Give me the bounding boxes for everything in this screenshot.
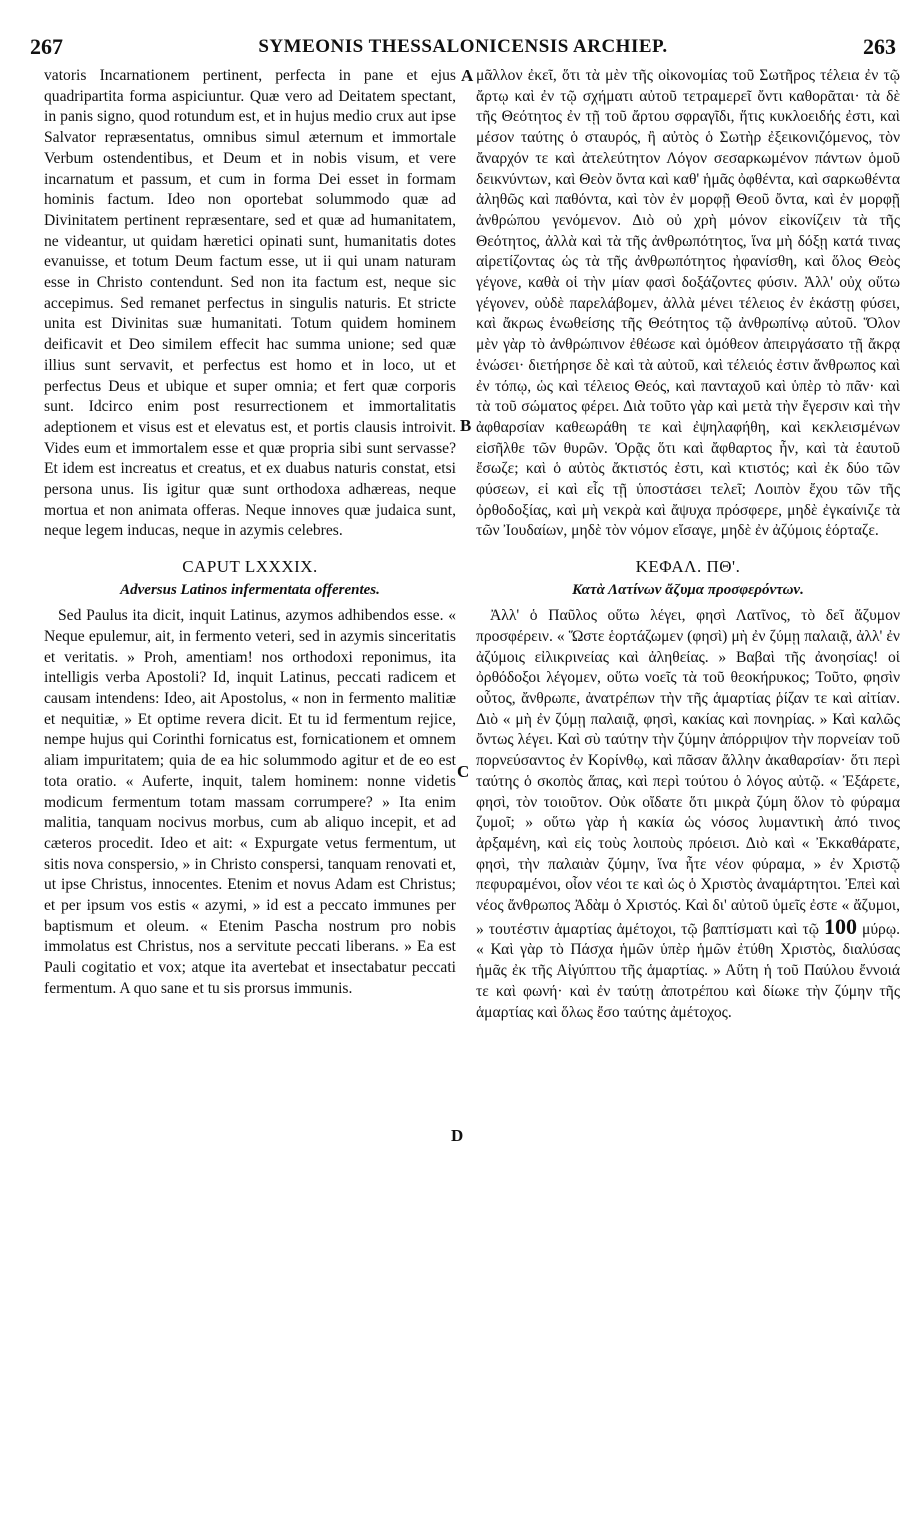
inline-page-number: 100 [823,913,857,939]
latin-column [44,66,456,1000]
margin-marker-c: C [457,762,470,781]
greek-paragraph-2 [476,606,900,1023]
page-number-right: 263 [863,34,896,59]
latin-paragraph-2: Sed Paulus ita dicit, inquit Latinus, azymos adhibendos esse. « Neque epulemur, ait, in fermento veteri, sed in azymis sinceritatis et veritatis. » Proh, amentiam! nos orthodoxi reponimus, ita intelligis verba Apostoli? Id, inquit Latinus, peccati radicem et causam intendens: Ideo, ait Apostolus, « non in fermento malitiæ et nequitiæ, » Et optime revera dicit. Et tu id fermentum rejice, nempe hujus qui Corinthi fornicatus est, fornicationem et omnem aliam impuritatem; quia de ea hic solummodo agitur et de eo est tota oratio. « Auferte, inquit, talem hominem: nonne videtis modicum fermentum totam massam corrumpere? » Ita enim malitia, tanquam nocivus morbus, cum ab aliquo incepit, et ad cæteros procedit. Ideo et ait: « Expurgate vetus fermentum, ut sitis nova conspersio, » in Christo conspersi, tanquam renovati et, ut ipse Christus, innocentes. Etenim et novus Adam est Christus; et per ipsum vos estis « azymi, » id est a peccato immunes per baptismum et oleum. « Etenim Pascha nostrum pro nobis immolatus est Christus, nos a servitute peccati liberans. » Ea est Pauli cogitatio et vox; atque ita avertebat et insectabatur peccati fermentum. A quo sane et tu sis prorsus immunis. [44,607,456,997]
margin-marker-d: D [451,1126,464,1145]
latin-chapter-subtitle: Adversus Latinos infermentata offerentes. [120,582,380,599]
greek-paragraph-2-part-a: Ἀλλ' ὁ Παῦλος οὕτω λέγει, φησὶ Λατῖνος, τὸ δεῖ ἄζυμον προσφέρειν. « Ὥστε ἑορτάζωμεν (φησὶ) μὴ ἐν ζύμῃ παλαιᾷ, ἀλλ' ἐν ἀζύμοις εἰλικρινείας καὶ ἀληθείας. » Βαβαὶ τῆς ἀνοησίας! οἱ ὀρθόδοξοι λέγομεν, οὕτω νοεῖς τὰ τοῦ θεοκήρυκος; Τοῦτο, φησὶν οὗτος, ἄνθρωπε, ἀνατρέπων τὴν τῆς ἁμαρτίας ῥίζαν τε καὶ αἰτίαν. Διὸ « μὴ ἐν ζύμῃ παλαιᾷ, φησὶ, κακίας καὶ πονηρίας. » Καὶ καλῶς ὄντως λέγει. Καὶ σὺ ταύτην τὴν ζύμην ἀπόρριψον τὴν πορνείαν τοῦ πορνεύσαντος ἐν Κορίνθῳ, καὶ πᾶσαν ἄλλην ἀκαθαρσίαν· ὅτι περὶ ταύτης ὁ σκοπὸς ἅπας, καὶ περὶ τούτου ὁ λόγος αὐτῷ. « Ἐξάρετε, φησὶ, τὸν τοιοῦτον. Οὐκ οἴδατε ὅτι μικρὰ ζύμη ὅλον τὸ φύραμα ζυμοῖ; » οὕτω γὰρ ἡ κακία ὡς νόσος λυμαντικὴ ἀπό τινος ἀρξαμένη, καὶ εἰς τοὺς λοιποὺς πρόεισι. Διὸ καὶ « Ἐκκαθάρατε, φησὶ, τὴν παλαιὰν ζύμην, ἵνα ἦτε νέον φύραμα, » ἐν Χριστῷ πεφυραμένοι, οἷον νέοι τε καὶ ὡς ὁ Χριστὸς ἀναμάρτητοι. Ἐπεὶ καὶ νέος ἄνθρωπος Ἀδὰμ ὁ Χριστός. Καὶ δι' αὐτοῦ ὑμεῖς ἐστε « ἄζυμοι, » τουτέστιν ἁμαρτίας ἀμέτοχοι, τῷ βαπτίσματι καὶ τῷ [476,607,900,938]
latin-chapter-title: CAPUT LXXXIX. [182,557,318,577]
latin-paragraph-1: vatoris Incarnationem pertinent, perfecta in pane et ejus quadripartita forma aspiciuntur. Quæ vero ad Deitatem spectant, in panis signo, quod rotundum est, et in hujus medio crux aut ipse Salvator repræsentatus, omnibus simul æternum et immortale Verbum ostendentibus, et Deum et in nobis visum, et vere incarnatum et passum, et cum in forma Dei esset in formam hominis factum. Ideo non oportebat solummodo quæ ad Divinitatem pertinent repræsentare, sed et quæ ad humanitatem, ne videantur, ut quidam hæretici opinati sunt, humanitatis dotes evanuisse, et totum Deum factum esse, ut ii qui unam naturam esse in Christo contendunt. Sed non ita factum est, neque sic accepimus. Sed remanet perfectus in singulis naturis. Et stricte unita est Divinitas suæ humanitati. Totum quidem hominem deificavit et Deo similem effecit hac summa unione; sed quæ illius sunt servavit, et perfectus est homo et in loco, ut et perfectus Deus et ubique et super omnia; et fert quæ corporis sunt. Idcirco enim post resurrectionem et immortalitatis adeptionem et visus est et elevatus est, et portis clausis introivit. Vides eum et immortalem esse et quæ propria sibi sunt servasse? Et idem est increatus et creatus, et ex duabus naturis constat, etsi persona unus. Iis igitur quæ sunt orthodoxa adhæreas, neque mortua et non animata offeras. Neque innoves quæ judaica sunt, neque legem inducas, neque in azymis celebres. [44,67,456,540]
greek-chapter-subtitle: Κατὰ Λατίνων ἄζυμα προσφερόντων. [572,582,804,599]
greek-paragraph-1: μᾶλλον ἐκεῖ, ὅτι τὰ μὲν τῆς οἰκονομίας τοῦ Σωτῆρος τέλεια ἐν τῷ ἄρτῳ καὶ ἐν τῷ σχήματι αὐτοῦ τετραμερεῖ ὄντι καθορᾶται· τὰ δὲ τῆς Θεότητος ἐν τῇ τοῦ ἄρτου σφραγῖδι, ἥτις κυκλοειδής ἐστι, καὶ μέσον ταύτης ὁ σταυρός, ἢ αὐτὸς ὁ Σωτὴρ ἐξεικονιζόμενος, τὸν ἄναρχόν τε καὶ ἀτελεύτητον Λόγον σεσαρκωμένον πάντων ὁμοῦ δεικνύντων, καὶ Θεὸν ὄντα καὶ καθ' ἡμᾶς ὀφθέντα, καὶ σαρκωθέντα ἀληθῶς καὶ παθόντα, καὶ τὸν ἐν μορφῇ Θεοῦ ὄντα, καὶ ἐν μορφῇ ἀνθρώπου γενόμενον. Διὸ οὐ χρὴ μόνον εἰκονίζειν τὰ τῆς Θεότητος, ἀλλὰ καὶ τὰ τῆς ἀνθρωπότητος, ἵνα μὴ δόξῃ κατά τινας αἱρετίζοντας ὡς τὰ τῆς ἀνθρωπότητος ἠφανίσθη, καὶ ὅλος Θεὸς γέγονε, καθὰ οἱ τὴν μίαν φασὶ δοξάζοντες φύσιν. Ἀλλ' οὐχ οὕτω γέγονεν, οὐδὲ παρελάβομεν, ἀλλὰ μένει τέλειος ἐν ἑκάστῃ φύσει, καὶ ἄκρως ἑνωθείσης τῆς Θεότητος τῷ ἀνθρωπίνῳ αὐτοῦ. Ὅλον μὲν γὰρ τὸ ἀνθρώπινον ἐθέωσε καὶ ὁμόθεον ἀπειργάσατο τῇ ἄκρᾳ ἑνώσει· διετήρησε δὲ καὶ τὰ αὐτοῦ, καὶ τέλειός ἐστιν ἄνθρωπος καὶ ἐν τόπῳ, ὡς καὶ τέλειος Θεός, καὶ πανταχοῦ καὶ ὑπὲρ τὸ πᾶν· καὶ τὰ τοῦ σώματος φέρει. Διὰ τοῦτο γὰρ καὶ μετὰ τὴν ἔγερσιν καὶ τὴν ἀφθαρσίαν καθεωράθη τε καὶ ἐψηλαφήθη, καὶ κεκλεισμένων εἰσῆλθε τῶν θυρῶν. Ὁρᾷς ὅτι καὶ ἄφθαρτος ἦν, καὶ τὰ ἑαυτοῦ ἔσωζε; καὶ ὁ αὐτὸς ἄκτιστός ἐστι, καὶ κτιστός; καὶ ἐκ δύο τῶν φύσεων, εἰ καὶ εἷς τῇ ὑποστάσει τελεῖ; Λοιπὸν ἔχου τῶν τῆς ὀρθοδοξίας, καὶ μὴ νεκρὰ καὶ ἄψυχα πρόσφερε, μηδὲ ἐγκαίνιζε τὰ τῶν Ἰουδαίων, μηδὲ τὸν νόμον εἴσαγε, μηδὲ ἐν ἀζύμοις ἑόρταζε. [476,67,900,540]
greek-paragraph-2-part-b: μύρῳ. « Καὶ γὰρ τὸ Πάσχα ἡμῶν ὑπὲρ ἡμῶν ἐτύθη Χριστὸς, διαλύσας ἡμᾶς ἐκ τῆς Αἰγύπτου τῆς ἁμαρτίας. » Αὕτη ἡ τοῦ Παύλου ἔννοιά τε καὶ φωνή· καὶ ἐν ταύτῃ ἀποτρέπου καὶ δίωκε τὴν ζύμην τῆς ἁμαρτίας καὶ ὅλως ἔσο ταύτης ἀμέτοχος. [476,920,900,1021]
page-header [30,34,896,60]
greek-chapter-title: ΚΕΦΑΛ. ΠΘ'. [635,557,741,577]
margin-marker-a: A [461,66,474,85]
page-number-left: 267 [30,34,63,59]
running-title: SYMEONIS THESSALONICENSIS ARCHIEP. [258,36,668,57]
greek-column [476,66,900,1023]
margin-marker-b: B [460,416,472,435]
